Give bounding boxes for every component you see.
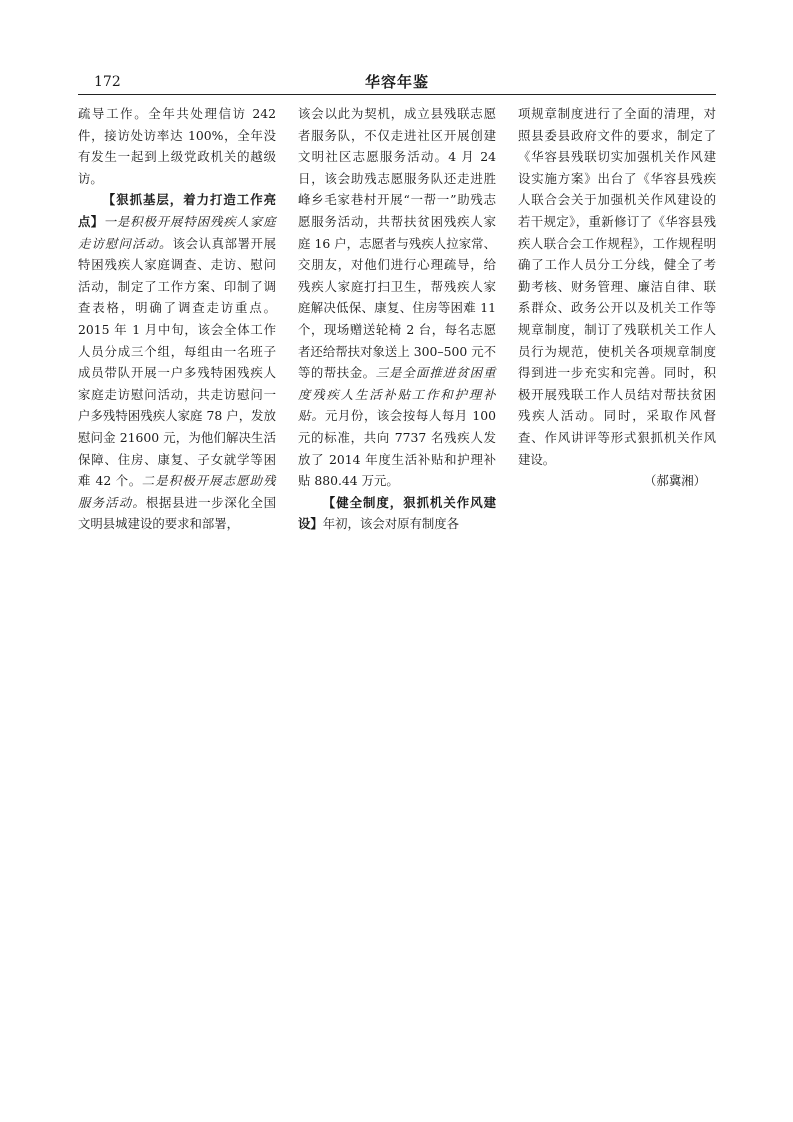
paragraph-text: 年初，该会对原有制度各 bbox=[322, 516, 460, 532]
page-number: 172 bbox=[94, 74, 121, 90]
author-credit: （郝冀湘） bbox=[644, 473, 706, 489]
paragraph-text: 元月份，该会按每人每月 100 元的标准，共向 7737 名残疾人发放了 2014 年度生活补贴和护理补贴 880.44 万元。 bbox=[298, 408, 497, 489]
section-paragraph bbox=[78, 189, 276, 535]
paragraph-text: 根据县进一步深化全国文明县城建设的要求和部署， bbox=[78, 494, 277, 532]
subsection-lead: 一是积极开展特困残疾人家庭走访慰问活动。 bbox=[78, 213, 277, 251]
column-3 bbox=[518, 103, 716, 492]
paragraph: 项规章制度进行了全面的清理，对照县委县政府文件的要求，制定了《华容县残联切实加强机关作风建设实施方案》出台了《华容县残疾人联合会关于加强机关作风建设的若干规定》，重新修订了《华容县残疾人联合会工作规程》，工作规程明确了工作人员分工分线，健全了考勤考核、财务管理、廉洁自律、联系群众、政务公开以及机关工作等规章制度，制订了残联机关工作人员行为规范，使机关各项规章制度得到进一步充实和完善。同时，积极开展残联工作人员结对帮扶贫困残疾人活动。同时，采取作风督查、作风讲评等形式狠抓机关作风建设。 bbox=[518, 106, 716, 467]
page-header bbox=[78, 72, 716, 94]
section-heading: 【健全制度，狠抓机关作风建设】 bbox=[298, 494, 496, 532]
subsection-lead: 三是全面推进贫困重度残疾人生活补贴工作和护理补贴。 bbox=[298, 365, 497, 424]
column-1 bbox=[78, 103, 276, 535]
paragraph: 疏导工作。全年共处理信访 242 件，接访处访率达 100%，全年没有发生一起到上级党政机关的越级访。 bbox=[78, 106, 276, 186]
subsection-lead: 二是积极开展志愿助残服务活动。 bbox=[78, 473, 277, 510]
section-heading: 【狠抓基层，着力打造工作亮点】 bbox=[78, 192, 276, 229]
paragraph-text: 该会认真部署开展特困残疾人家庭调查、走访、慰问活动，制定了工作方案、印制了调查表格，明确了调查走访重点。2015 年 1 月中旬，该会全体工作人员分成三个组，每组由一名班子成员带队开展一户多残特困残疾人家庭走访慰问活动，共走访慰问一户多残特困残疾人家庭 78 户，发放慰问金 21600 元，为他们解决生活保障、住房、康复、子女就学等困难 42 个。 bbox=[78, 235, 277, 489]
header-rule bbox=[78, 94, 716, 95]
running-title: 华容年鉴 bbox=[364, 73, 429, 91]
paragraph bbox=[298, 103, 496, 492]
section-paragraph bbox=[298, 492, 496, 535]
column-2 bbox=[298, 103, 496, 535]
paragraph-text: 该会以此为契机，成立县残联志愿者服务队，不仅走进社区开展创建文明社区志愿服务活动。4 月 24 日，该会助残志愿服务队还走进胜峰乡毛家巷村开展“一帮一”助残志愿服务活动，共帮扶贫困残疾人家庭 16 户，志愿者与残疾人拉家常、交朋友，对他们进行心理疏导，给残疾人家庭打扫卫生，帮残疾人家庭解决低保、康复、住房等困难 11 个，现场赠送轮椅 2 台，每名志愿者还给帮扶对象送上 300–500 元不等的帮扶金。 bbox=[298, 106, 496, 381]
